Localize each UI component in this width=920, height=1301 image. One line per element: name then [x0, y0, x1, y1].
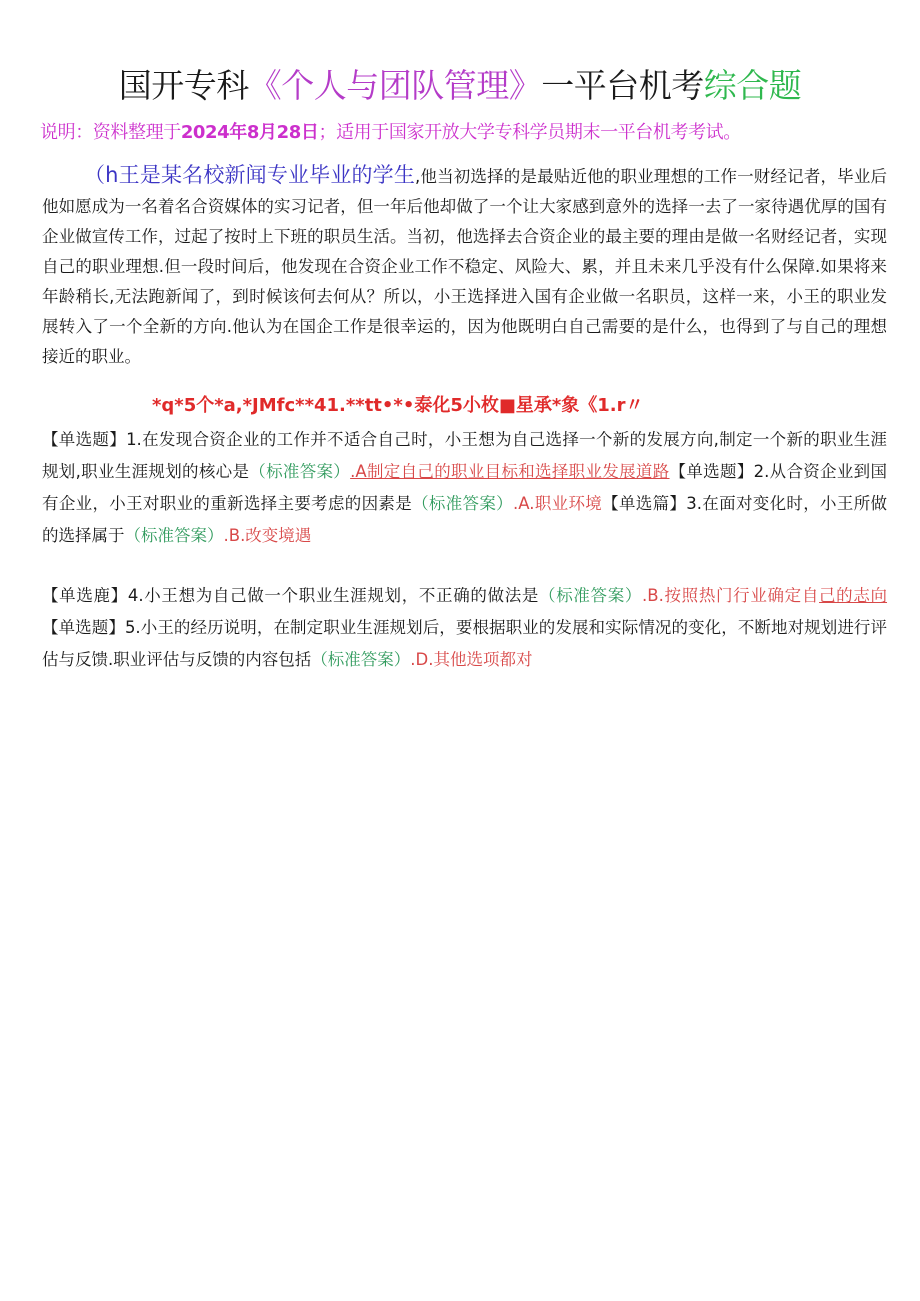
- question-tag: 【单选题】: [42, 618, 125, 637]
- note-suffix: ；适用于国家开放大学专科学员期末一平台机考考试。: [318, 122, 741, 143]
- standard-answer-label: （标准答案）: [412, 494, 514, 513]
- question-text: 5.小王的经历说明，在制定职业生涯规划后，要根据职业的发展和实际情况的变化，不断地对规划进行评估与反馈.职业评估与反馈的内容包括: [42, 618, 888, 669]
- question-tag: 【单选篇】: [602, 494, 687, 513]
- question-block-2: [42, 580, 887, 676]
- question-text: 2.从合资企业到国有企业，小王对职业的重新选择主要考虑的因素是: [42, 462, 887, 513]
- answer-text: .A.职业环境: [513, 494, 603, 513]
- title-part-1: 国开专科: [118, 66, 249, 105]
- note-date: 2024年8月28日: [180, 122, 319, 143]
- garbled-heading: *q*5个*a,*JMfc**41.**tt•*•泰化5小枚■星承*象《1.r〃: [152, 395, 644, 416]
- question-block-1: [42, 424, 887, 552]
- case-paragraph: [42, 160, 887, 372]
- page-title: [0, 64, 920, 108]
- standard-answer-label: （标准答案）: [311, 650, 411, 669]
- question-text: 3.在面对变化时，小王所做的选择属于: [42, 494, 888, 545]
- answer-text: .D.其他选项都对: [410, 650, 533, 669]
- question-tag: 【单选题】: [669, 462, 754, 481]
- question-tag: 【单选题】: [42, 430, 127, 449]
- note-prefix: 说明：资料整理于: [40, 122, 181, 143]
- question-text: 1.在发现合资企业的工作并不适合自己时，小王想为自己选择一个新的发展方向,制定一个新的职业生涯规划,职业生涯规划的核心是: [42, 430, 888, 481]
- answer-text: .B.改变境遇: [223, 526, 312, 545]
- case-text: ,他当初选择的是最贴近他的职业理想的工作一财经记者，毕业后他如愿成为一名着名合资媒体的实习记者，但一年后他却做了一个让大家感到意外的选择一去了一家待遇优厚的国有企业做宣传工作，过起了按时上下班的职员生活。当初，他选择去合资企业的最主要的理由是做一名财经记者，实现自己的职业理想.但一段时间后，他发现在合资企业工作不稳定、风险大、累，并且未来几乎没有什么保障.如果将来年龄稍长,无法跑新闻了，到时候该何去何从？所以，小王选择进入国有企业做一名职员，这样一来，小王的职业发展转入了一个全新的方向.他认为在国企工作是很幸运的，因为他既明白自己需要的是什么，也得到了与自己的理想接近的职业。: [42, 167, 887, 366]
- answer-text: .A制定自己的职业目标和选择职业发展道路: [350, 462, 670, 481]
- question-tag: 【单选鹿】: [42, 586, 128, 605]
- standard-answer-label: （标准答案）: [124, 526, 224, 545]
- case-lead-in: （h王是某名校新闻专业毕业的学生: [84, 163, 416, 187]
- description-note: [40, 118, 900, 148]
- title-part-2: 《个人与团队管理》: [248, 66, 542, 105]
- title-part-3: 一平台机考: [541, 66, 704, 105]
- standard-answer-label: （标准答案）: [539, 586, 643, 605]
- title-part-4: 综合题: [703, 66, 802, 105]
- answer-text-continued: 己的志向: [819, 586, 888, 605]
- question-text: 4.小王想为自己做一个职业生涯规划，不正确的做法是: [127, 586, 540, 605]
- standard-answer-label: （标准答案）: [249, 462, 351, 481]
- answer-text: .B.按照热门行业确定自: [642, 586, 820, 605]
